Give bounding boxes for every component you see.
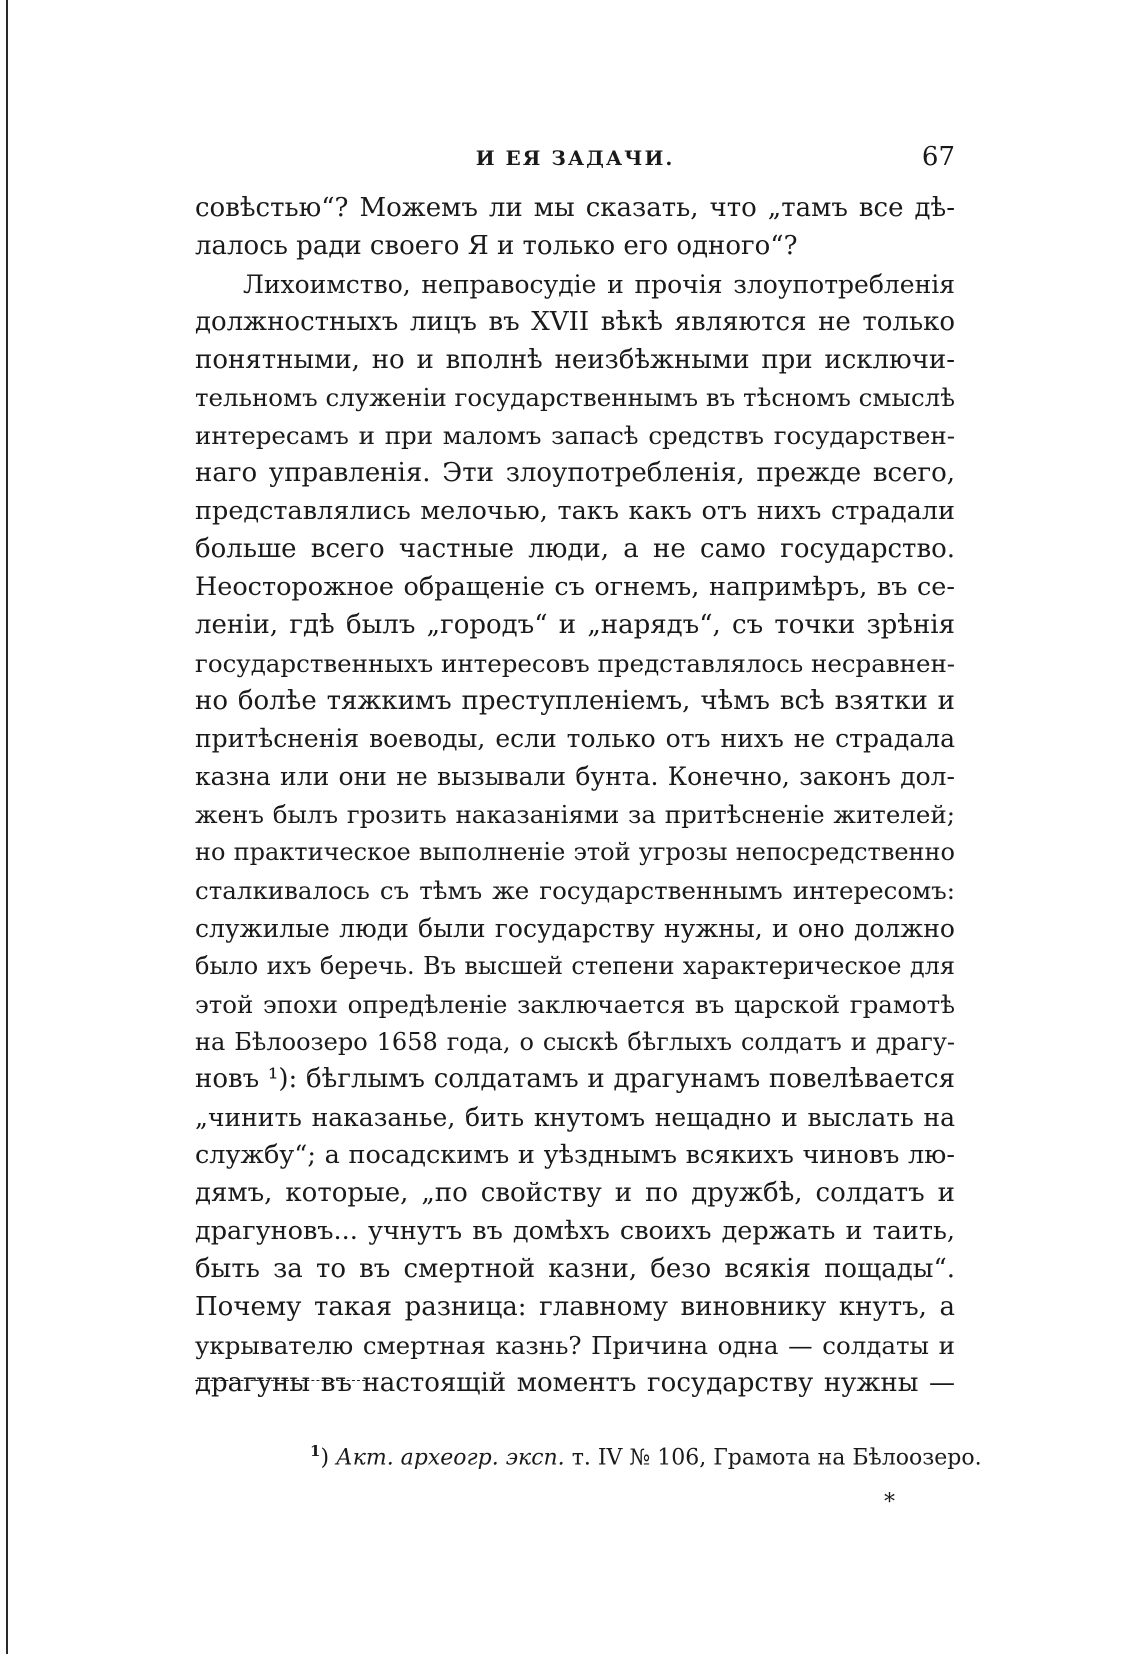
text-line: но болѣе тяжкимъ преступленіемъ, чѣмъ всѣ взятки и <box>195 685 955 716</box>
text-line: государственныхъ интересовъ представлялось несравнен- <box>195 648 956 678</box>
page-edge <box>6 0 8 1654</box>
text-line: больше всего частные люди, а не само государство. <box>195 534 955 565</box>
footnote-source-italic: Акт. археогр. эксп. <box>336 1445 565 1471</box>
text-line: быть за то въ смертной казни, безо всякія пощады“. <box>195 1253 955 1284</box>
text-line: службу“; а посадскимъ и уѣзднымъ всякихъ чиновъ лю- <box>195 1140 955 1171</box>
text-line: сталкивалось съ тѣмъ же государственнымъ интересомъ: <box>195 876 955 906</box>
text-line: Неосторожное обращеніе съ огнемъ, напримѣръ, въ се- <box>195 571 955 602</box>
text-line: интересамъ и при маломъ запасѣ средствъ государствен- <box>195 421 955 451</box>
footnote <box>310 1442 982 1470</box>
body-text <box>195 190 955 1403</box>
text-line: женъ былъ грозить наказаніями за притѣсненіе жителей; <box>195 800 955 830</box>
text-line: укрывателю смертная казнь? Причина одна — солдаты и <box>195 1330 955 1360</box>
text-line: наго управленія. Эти злоупотребленія, прежде всего, <box>195 458 955 489</box>
running-title: И ЕЯ ЗАДАЧИ. <box>475 146 675 170</box>
footnote-paren: ) <box>320 1445 330 1471</box>
text-line: Почему такая разница: главному виновнику кнутъ, а <box>195 1291 955 1322</box>
page-header <box>195 142 955 176</box>
footnote-marker: 1 <box>310 1442 321 1460</box>
signature-mark: * <box>884 1490 895 1515</box>
text-line: Лихоимство, неправосудіе и прочія злоупотребленія <box>243 269 955 299</box>
text-line: тельномъ служеніи государственнымъ въ тѣсномъ смыслѣ <box>195 383 955 413</box>
text-line: драгуны въ настоящій моментъ государству нужны — <box>195 1367 955 1398</box>
text-line: притѣсненія воеводы, если только отъ нихъ не страдала <box>195 724 955 754</box>
text-line: драгуновъ... учнутъ въ домѣхъ своихъ держать и таить, <box>195 1216 955 1247</box>
text-line: леніи, гдѣ былъ „городъ“ и „нарядъ“, съ точки зрѣнія <box>195 609 955 640</box>
text-line: понятными, но и вполнѣ неизбѣжными при исключи- <box>195 344 955 375</box>
text-line: было ихъ беречь. Въ высшей степени характерическое для <box>195 951 955 980</box>
text-line: казна или они не вызывали бунта. Конечно, законъ дол- <box>195 762 955 792</box>
text-line: этой эпохи опредѣленіе заключается въ царской грамотѣ <box>195 989 955 1019</box>
footnote-divider <box>195 1380 365 1381</box>
text-line: лалось ради своего Я и только его одного“? <box>195 230 798 261</box>
page-number: 67 <box>921 142 955 172</box>
text-line: совѣстью“? Можемъ ли мы сказать, что „тамъ все дѣ- <box>195 193 955 223</box>
text-line: дямъ, которые, „по свойству и по дружбѣ, солдатъ и <box>195 1178 955 1209</box>
text-line: новъ ¹): бѣглымъ солдатамъ и драгунамъ повелѣвается <box>195 1064 955 1095</box>
text-line: но практическое выполненіе этой угрозы непосредственно <box>195 838 955 867</box>
text-line: представлялись мелочью, такъ какъ отъ нихъ страдали <box>195 496 955 527</box>
text-line: должностныхъ лицъ въ XVII вѣкѣ являются не только <box>195 306 955 337</box>
footnote-source-rest: т. IV № 106, Грамота на Бѣлоозеро. <box>571 1445 982 1471</box>
text-line: „чинить наказанье, бить кнутомъ нещадно и выслать на <box>195 1103 955 1133</box>
text-line: на Бѣлоозеро 1658 года, о сыскѣ бѣглыхъ солдатъ и драгу- <box>195 1027 955 1056</box>
text-line: служилые люди были государству нужны, и оно должно <box>195 913 955 943</box>
